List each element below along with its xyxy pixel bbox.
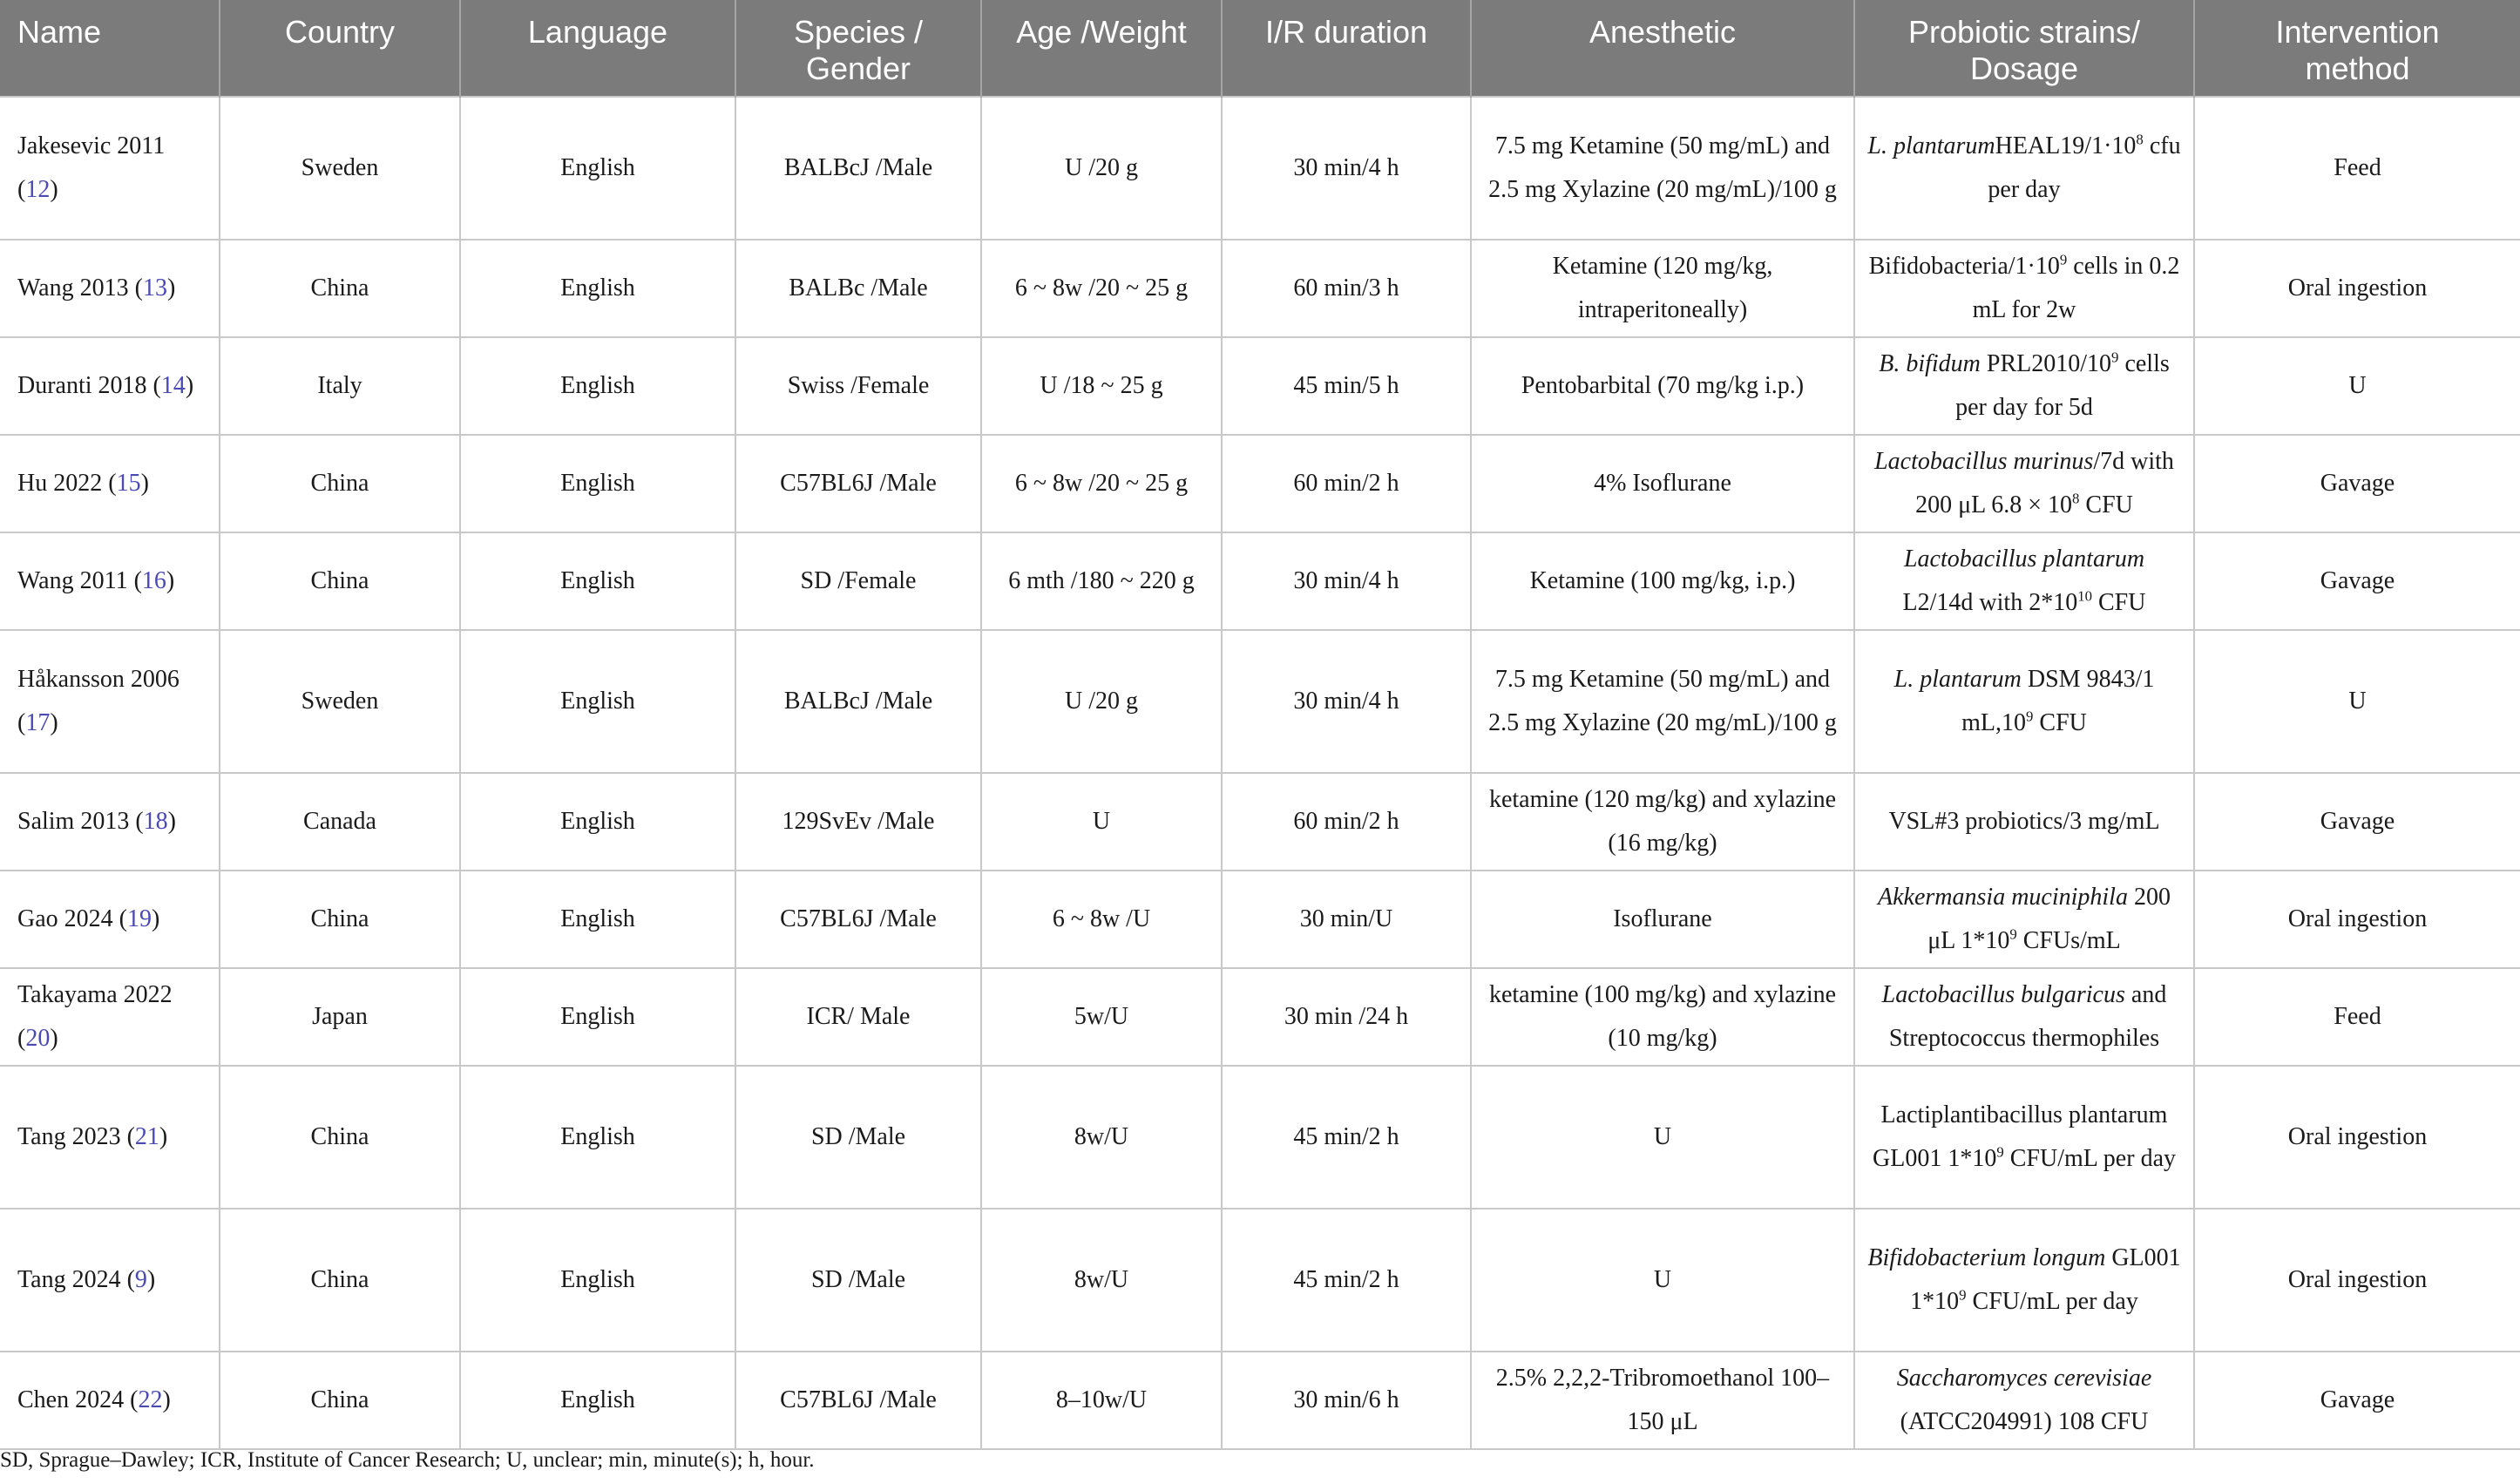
reference-link[interactable]: 16 [141, 567, 166, 594]
table-row [0, 337, 2520, 435]
strain-dosage: PRL2010/10 [1980, 350, 2112, 377]
cell-language: English [460, 1352, 735, 1449]
cell-intervention-method: Gavage [2194, 773, 2520, 871]
table-row [0, 630, 2520, 773]
column-header[interactable] [735, 0, 981, 97]
table-row [0, 532, 2520, 630]
cell-language: English [460, 337, 735, 435]
cell-language: English [460, 968, 735, 1066]
cell-ir-duration: 45 min/2 h [1222, 1066, 1471, 1209]
cell-language: English [460, 630, 735, 773]
reference-link[interactable]: 21 [134, 1123, 159, 1150]
cell-language: English [460, 773, 735, 871]
strain-species-name: L. plantarum [1893, 666, 2022, 693]
cell-anesthetic: U [1471, 1209, 1854, 1352]
cell-country: Sweden [220, 630, 460, 773]
cell-probiotic-strain [1854, 773, 2194, 871]
cell-age-weight: 6 ~ 8w /U [981, 871, 1222, 968]
cell-ir-duration: 60 min/2 h [1222, 435, 1471, 532]
cell-probiotic-strain [1854, 968, 2194, 1066]
cell-intervention-method: Gavage [2194, 532, 2520, 630]
cell-intervention-method: Gavage [2194, 435, 2520, 532]
cell-ir-duration: 30 min/6 h [1222, 1352, 1471, 1449]
cell-language: English [460, 435, 735, 532]
cell-probiotic-strain [1854, 1066, 2194, 1209]
table-row [0, 97, 2520, 240]
table-row [0, 871, 2520, 968]
cell-anesthetic: Pentobarbital (70 mg/kg i.p.) [1471, 337, 1854, 435]
cell-name: Tang 2024 (9) [0, 1209, 220, 1352]
cell-anesthetic: ketamine (100 mg/kg) and xylazine (10 mg/kg) [1471, 968, 1854, 1066]
study-name: Tang 2023 [17, 1123, 121, 1150]
dosage-exponent: 8 [2136, 131, 2144, 148]
reference-link[interactable]: 15 [116, 470, 141, 497]
cell-probiotic-strain [1854, 337, 2194, 435]
cell-intervention-method: U [2194, 337, 2520, 435]
cell-age-weight: U /20 g [981, 630, 1222, 773]
column-header[interactable] [1471, 0, 1854, 97]
table-footnote: SD, Sprague–Dawley; ICR, Institute of Cancer Research; U, unclear; min, minute(s); h, hour. [0, 1448, 815, 1472]
cell-age-weight: 8–10w/U [981, 1352, 1222, 1449]
study-name: Hu 2022 [17, 470, 103, 497]
cell-species: C57BL6J /Male [735, 435, 981, 532]
dosage-suffix: CFU [2033, 709, 2087, 736]
cell-anesthetic: 7.5 mg Ketamine (50 mg/mL) and 2.5 mg Xylazine (20 mg/mL)/100 g [1471, 630, 1854, 773]
cell-anesthetic: ketamine (120 mg/kg) and xylazine (16 mg/kg) [1471, 773, 1854, 871]
strain-dosage: L2/14d with 2*10 [1902, 589, 2078, 616]
study-name: Salim 2013 [17, 808, 130, 835]
cell-ir-duration: 30 min/4 h [1222, 97, 1471, 240]
table-row [0, 1209, 2520, 1352]
column-header-label: Probiotic strains/ [1907, 14, 2141, 50]
cell-name: Salim 2013 (18) [0, 773, 220, 871]
column-header-label-line2: Dosage [1969, 51, 2079, 86]
cell-ir-duration: 45 min/2 h [1222, 1209, 1471, 1352]
cell-species: C57BL6J /Male [735, 871, 981, 968]
reference-link[interactable]: 14 [160, 372, 186, 399]
cell-intervention-method: U [2194, 630, 2520, 773]
column-header-label-line2: Gender [805, 51, 911, 86]
reference-link[interactable]: 19 [126, 905, 152, 932]
cell-intervention-method: Oral ingestion [2194, 871, 2520, 968]
cell-country: China [220, 871, 460, 968]
cell-species: SD /Male [735, 1066, 981, 1209]
cell-ir-duration: 30 min/4 h [1222, 532, 1471, 630]
cell-anesthetic: Ketamine (100 mg/kg, i.p.) [1471, 532, 1854, 630]
strain-species-name: Lactobacillus bulgaricus [1881, 981, 2125, 1008]
dosage-suffix: CFU [2091, 589, 2146, 616]
dosage-exponent: 9 [1996, 1143, 2004, 1161]
cell-age-weight: 8w/U [981, 1209, 1222, 1352]
cell-species: C57BL6J /Male [735, 1352, 981, 1449]
cell-anesthetic: 2.5% 2,2,2-Tribromoethanol 100–150 μL [1471, 1352, 1854, 1449]
dosage-suffix: CFUs/mL [2016, 927, 2121, 954]
strain-dosage: and Streptococcus thermophiles [1888, 981, 2167, 1052]
cell-probiotic-strain [1854, 240, 2194, 337]
cell-age-weight: U [981, 773, 1222, 871]
study-name: Wang 2011 [17, 567, 128, 594]
cell-name: Gao 2024 (19) [0, 871, 220, 968]
cell-name: Duranti 2018 (14) [0, 337, 220, 435]
column-header[interactable] [2194, 0, 2520, 97]
strain-dosage: 200 μL 1*10 [1927, 884, 2171, 954]
cell-country: China [220, 1352, 460, 1449]
cell-probiotic-strain [1854, 1209, 2194, 1352]
column-header[interactable] [1222, 0, 1471, 97]
reference-link[interactable]: 9 [134, 1266, 147, 1293]
cell-ir-duration: 60 min/2 h [1222, 773, 1471, 871]
cell-country: Japan [220, 968, 460, 1066]
dosage-exponent: 9 [2009, 925, 2017, 943]
cell-name: Wang 2011 (16) [0, 532, 220, 630]
reference-link[interactable]: 22 [138, 1386, 163, 1413]
dosage-exponent: 10 [2077, 587, 2092, 605]
table-header-row [0, 0, 2520, 97]
study-name: Takayama 2022 [17, 981, 173, 1008]
cell-intervention-method: Feed [2194, 97, 2520, 240]
cell-anesthetic: U [1471, 1066, 1854, 1209]
cell-probiotic-strain [1854, 1352, 2194, 1449]
column-header-label: Age /Weight [1016, 14, 1187, 50]
strain-dosage: HEAL19/1·10 [1995, 132, 2137, 159]
dosage-exponent: 9 [2111, 349, 2119, 366]
cell-name: Tang 2023 (21) [0, 1066, 220, 1209]
reference-link[interactable]: 12 [25, 176, 51, 203]
column-header-label: Language [527, 14, 668, 50]
reference-link[interactable]: 13 [142, 274, 167, 302]
cell-language: English [460, 871, 735, 968]
dosage-suffix: CFU/mL per day [2003, 1145, 2176, 1172]
cell-ir-duration: 30 min/U [1222, 871, 1471, 968]
study-name: Gao 2024 [17, 905, 113, 932]
cell-language: English [460, 1066, 735, 1209]
cell-language: English [460, 97, 735, 240]
reference-link[interactable]: 20 [25, 1025, 51, 1052]
cell-species: BALBcJ /Male [735, 630, 981, 773]
table-body [0, 97, 2520, 1449]
column-header[interactable] [220, 0, 460, 97]
cell-species: BALBcJ /Male [735, 97, 981, 240]
study-name: Wang 2013 [17, 274, 129, 302]
column-header-label: Name [17, 14, 102, 50]
cell-language: English [460, 1209, 735, 1352]
dosage-exponent: 9 [2026, 708, 2034, 725]
study-name: Chen 2024 [17, 1386, 125, 1413]
strain-dosage: Bifidobacteria/1·10 [1868, 253, 2060, 280]
cell-intervention-method: Gavage [2194, 1352, 2520, 1449]
cell-country: China [220, 532, 460, 630]
strain-dosage: GL001 1*10 [1910, 1244, 2181, 1315]
cell-ir-duration: 45 min/5 h [1222, 337, 1471, 435]
cell-name: Chen 2024 (22) [0, 1352, 220, 1449]
dosage-suffix: cells per day for 5d [1955, 350, 2170, 421]
cell-country: Italy [220, 337, 460, 435]
study-name: Tang 2024 [17, 1266, 121, 1293]
cell-country: China [220, 1066, 460, 1209]
cell-anesthetic: Isoflurane [1471, 871, 1854, 968]
table-row [0, 968, 2520, 1066]
table-row [0, 1352, 2520, 1449]
table-row [0, 435, 2520, 532]
column-header[interactable] [981, 0, 1222, 97]
strain-species-name: Saccharomyces cerevisiae [1896, 1365, 2152, 1392]
study-name: Jakesevic 2011 [17, 132, 166, 159]
cell-probiotic-strain [1854, 97, 2194, 240]
cell-name: Håkansson 2006 (17) [0, 630, 220, 773]
reference-link[interactable]: 18 [143, 808, 168, 835]
cell-ir-duration: 30 min/4 h [1222, 630, 1471, 773]
strain-species-name: L. plantarum [1867, 132, 1995, 159]
strain-dosage: DSM 9843/1 mL,10 [1961, 666, 2155, 736]
column-header-label: Country [284, 14, 396, 50]
strain-species-name: Lactobacillus plantarum [1903, 545, 2145, 573]
dosage-suffix: cfu per day [1988, 132, 2181, 203]
cell-country: China [220, 435, 460, 532]
reference-link[interactable]: 17 [25, 709, 51, 736]
cell-species: SD /Male [735, 1209, 981, 1352]
cell-probiotic-strain [1854, 630, 2194, 773]
cell-probiotic-strain [1854, 871, 2194, 968]
column-header-label-line2: method [2305, 51, 2410, 86]
cell-name: Takayama 2022 (20) [0, 968, 220, 1066]
cell-intervention-method: Oral ingestion [2194, 240, 2520, 337]
column-header[interactable] [460, 0, 735, 97]
study-name: Håkansson 2006 [17, 666, 180, 693]
cell-species: SD /Female [735, 532, 981, 630]
cell-age-weight: 6 mth /180 ~ 220 g [981, 532, 1222, 630]
cell-age-weight: 6 ~ 8w /20 ~ 25 g [981, 435, 1222, 532]
cell-name: Hu 2022 (15) [0, 435, 220, 532]
cell-age-weight: 6 ~ 8w /20 ~ 25 g [981, 240, 1222, 337]
strain-species-name: Lactobacillus murinus [1874, 448, 2094, 475]
cell-species: BALBc /Male [735, 240, 981, 337]
dosage-suffix: CFU/mL per day [1966, 1288, 2138, 1315]
cell-ir-duration: 60 min/3 h [1222, 240, 1471, 337]
cell-age-weight: U /18 ~ 25 g [981, 337, 1222, 435]
column-header[interactable] [1854, 0, 2194, 97]
dosage-suffix: CFU [2079, 491, 2133, 518]
strain-species-name: Akkermansia muciniphila [1878, 884, 2128, 911]
cell-anesthetic: 7.5 mg Ketamine (50 mg/mL) and 2.5 mg Xylazine (20 mg/mL)/100 g [1471, 97, 1854, 240]
cell-species: Swiss /Female [735, 337, 981, 435]
dosage-suffix: cells in 0.2 mL for 2w [1972, 253, 2180, 323]
cell-language: English [460, 240, 735, 337]
cell-country: Canada [220, 773, 460, 871]
cell-age-weight: 8w/U [981, 1066, 1222, 1209]
cell-name: Wang 2013 (13) [0, 240, 220, 337]
dosage-exponent: 9 [1959, 1286, 1967, 1304]
dosage-exponent: 8 [2072, 490, 2080, 507]
cell-age-weight: 5w/U [981, 968, 1222, 1066]
study-name: Duranti 2018 [17, 372, 147, 399]
strain-species-name: Bifidobacterium longum [1867, 1244, 2106, 1271]
column-header-label: Anesthetic [1589, 14, 1737, 50]
cell-country: Sweden [220, 97, 460, 240]
table-row [0, 1066, 2520, 1209]
column-header[interactable] [0, 0, 220, 97]
cell-language: English [460, 532, 735, 630]
dosage-exponent: 9 [2059, 251, 2068, 268]
cell-intervention-method: Oral ingestion [2194, 1066, 2520, 1209]
cell-name: Jakesevic 2011 (12) [0, 97, 220, 240]
cell-country: China [220, 240, 460, 337]
cell-intervention-method: Oral ingestion [2194, 1209, 2520, 1352]
cell-anesthetic: 4% Isoflurane [1471, 435, 1854, 532]
cell-probiotic-strain [1854, 435, 2194, 532]
column-header-label: Intervention [2275, 14, 2440, 50]
column-header-label: I/R duration [1264, 14, 1428, 50]
strain-dosage: /7d with 200 μL 6.8 × 10 [1915, 448, 2174, 518]
cell-anesthetic: Ketamine (120 mg/kg, intraperitoneally) [1471, 240, 1854, 337]
strain-dosage: (ATCC204991) 108 CFU [1900, 1408, 2149, 1435]
cell-species: ICR/ Male [735, 968, 981, 1066]
strain-species-name: B. bifidum [1879, 350, 1981, 377]
cell-country: China [220, 1209, 460, 1352]
cell-ir-duration: 30 min /24 h [1222, 968, 1471, 1066]
cell-species: 129SvEv /Male [735, 773, 981, 871]
table-row [0, 773, 2520, 871]
strain-dosage: Lactiplantibacillus plantarum GL001 1*10 [1873, 1101, 2168, 1172]
strain-dosage: VSL#3 probiotics/3 mg/mL [1888, 808, 2160, 835]
cell-probiotic-strain [1854, 532, 2194, 630]
cell-age-weight: U /20 g [981, 97, 1222, 240]
table-row [0, 240, 2520, 337]
cell-intervention-method: Feed [2194, 968, 2520, 1066]
column-header-label: Species / [793, 14, 924, 50]
